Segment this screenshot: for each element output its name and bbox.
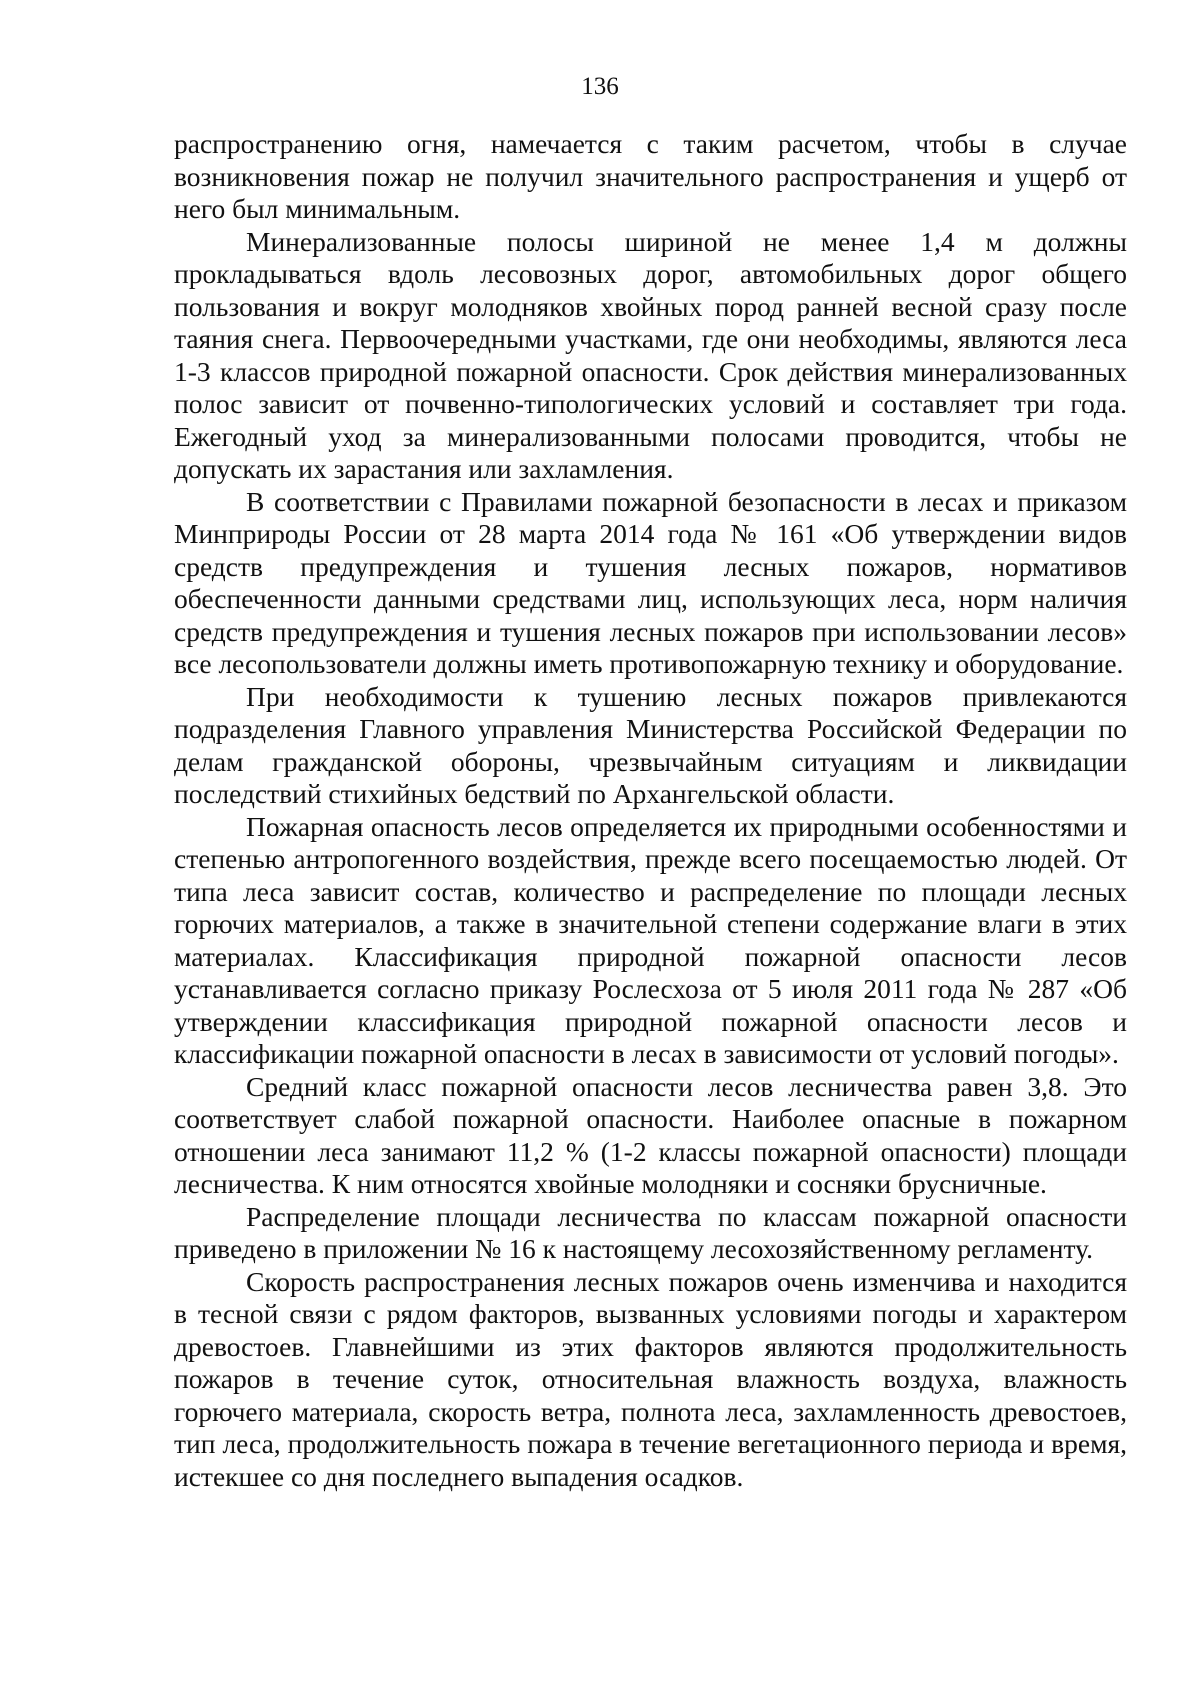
- document-body: [174, 128, 1127, 1493]
- paragraph-continuation: распространению огня, намечается с таким расчетом, чтобы в случае возникновения пожар не получил значительного распространения и ущерб от него был минимальным.: [174, 128, 1127, 224]
- paragraph-fire-safety-rules: В соответствии с Правилами пожарной безопасности в лесах и приказом Минприроды России от 28 марта 2014 года № 161 «Об утверждении видов средств предупреждения и тушения лесных пожаров, нормативов обеспеченности данными средствами лиц, использующих леса, норм наличия средств предупреждения и тушения лесных пожаров при использовании лесов» все лесопользователи должны иметь противопожарную технику и оборудование.: [174, 485, 1127, 679]
- page-number: 136: [581, 73, 619, 100]
- paragraph-mineralized-strips: Минерализованные полосы шириной не менее 1,4 м должны прокладываться вдоль лесовозных дорог, автомобильных дорог общего пользования и вокруг молодняков хвойных пород ранней весной сразу после таяния снега. Первоочередными участками, где они необходимы, являются леса 1-3 классов природной пожарной опасности. Срок действия минерализованных полос зависит от почвенно-типологических условий и составляет три года. Ежегодный уход за минерализованными полосами проводится, чтобы не допускать их зарастания или захламления.: [174, 225, 1127, 484]
- paragraph-average-hazard-class: Средний класс пожарной опасности лесов лесничества равен 3,8. Это соответствует слабой пожарной опасности. Наиболее опасные в пожарном отношении леса занимают 11,2 % (1-2 классы пожарной опасности) площади лесничества. К ним относятся хвойные молодняки и сосняки брусничные.: [174, 1070, 1127, 1199]
- paragraph-emergency-units: При необходимости к тушению лесных пожаров привлекаются подразделения Главного управления Министерства Российской Федерации по делам гражданской обороны, чрезвычайным ситуациям и ликвидации последствий стихийных бедствий по Архангельской области.: [174, 680, 1127, 809]
- paragraph-fire-hazard-classification: Пожарная опасность лесов определяется их природными особенностями и степенью антропогенного воздействия, прежде всего посещаемостью людей. От типа леса зависит состав, количество и распределение по площади лесных горючих материалов, а также в значительной степени содержание влаги в этих материалах. Классификация природной пожарной опасности лесов устанавливается согласно приказу Рослесхоза от 5 июля 2011 года № 287 «Об утверждении классификация природной пожарной опасности лесов и классификации пожарной опасности в лесах в зависимости от условий погоды».: [174, 810, 1127, 1069]
- paragraph-fire-spread-speed: Скорость распространения лесных пожаров очень изменчива и находится в тесной связи с рядом факторов, вызванных условиями погоды и характером древостоев. Главнейшими из этих факторов являются продолжительность пожаров в течение суток, относительная влажность воздуха, влажность горючего материала, скорость ветра, полнота леса, захламленность древостоев, тип леса, продолжительность пожара в течение вегетационного периода и время, истекшее со дня последнего выпадения осадков.: [174, 1265, 1127, 1492]
- paragraph-area-distribution: Распределение площади лесничества по классам пожарной опасности приведено в приложении № 16 к настоящему лесохозяйственному регламенту.: [174, 1200, 1127, 1264]
